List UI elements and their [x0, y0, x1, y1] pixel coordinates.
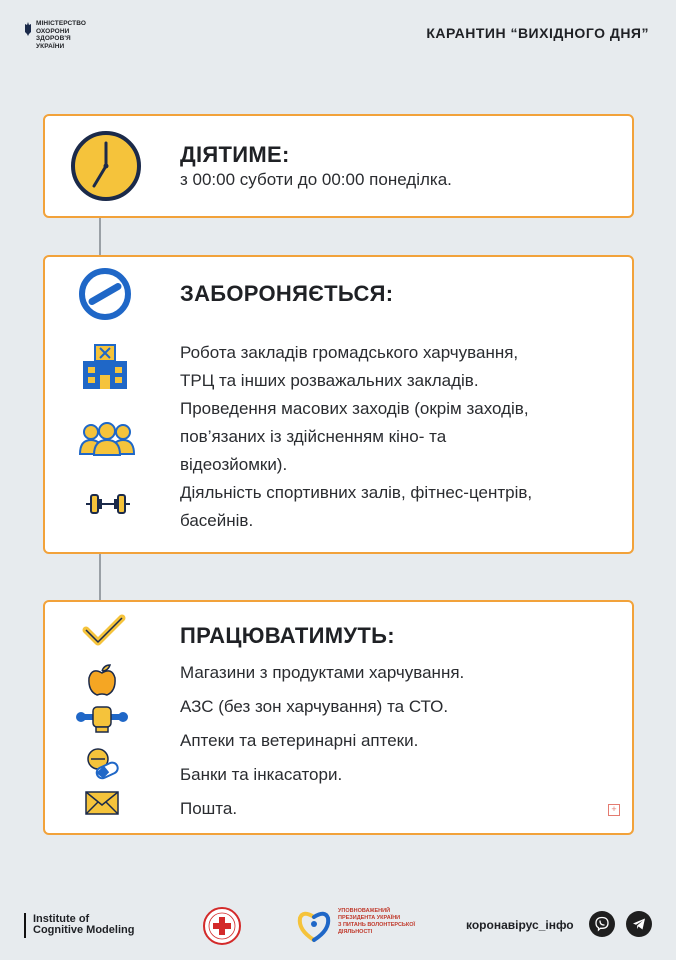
red-cross-logo: [202, 906, 242, 951]
hashtag-text[interactable]: коронавірус_інфо: [466, 918, 574, 932]
icm-logo: Institute of Cognitive Modeling: [33, 913, 135, 936]
card-heading: ДІЯТИМЕ:: [180, 142, 290, 167]
card-forbidden: [43, 255, 634, 554]
working-item: Магазини з продуктами харчування.: [180, 663, 465, 682]
card-heading: ЗАБОРОНЯЄТЬСЯ:: [180, 281, 394, 306]
apple-icon: [86, 663, 118, 697]
dumbbell-icon: [84, 490, 132, 518]
connector-line: [99, 218, 101, 255]
no-entry-icon: [78, 267, 132, 321]
commissioner-logo: [294, 906, 334, 949]
forbidden-line: ТРЦ та інших розважальних закладів.: [180, 371, 479, 390]
check-icon: [82, 614, 126, 648]
wrench-icon: [76, 703, 128, 733]
working-list: [180, 656, 464, 826]
envelope-icon: [84, 788, 120, 816]
people-icon: [79, 422, 135, 456]
card-heading: ПРАЦЮВАТИМУТЬ:: [180, 623, 395, 648]
working-item: Пошта.: [180, 799, 238, 818]
trident-icon: [24, 22, 32, 36]
connector-line: [99, 554, 101, 600]
restaurant-icon: [79, 343, 131, 391]
card-text: з 00:00 суботи до 00:00 понеділка.: [180, 170, 452, 189]
footer-divider: [24, 913, 26, 938]
working-item: АЗС (без зон харчування) та СТО.: [180, 697, 449, 716]
card-active-period: [43, 114, 634, 218]
working-item: Аптеки та ветеринарні аптеки.: [180, 731, 419, 750]
telegram-icon[interactable]: [626, 911, 652, 937]
clock-icon: [70, 130, 142, 202]
page-title: КАРАНТИН “ВИХІДНОГО ДНЯ”: [426, 25, 649, 41]
commissioner-text: УПОВНОВАЖЕНИЙ ПРЕЗИДЕНТА УКРАЇНИ З ПИТАНЬ ВОЛОНТЕРСЬКОЇ ДІЯЛЬНОСТІ: [338, 908, 416, 935]
plus-icon: +: [608, 804, 620, 816]
forbidden-list: [180, 339, 532, 535]
pills-icon: [86, 747, 120, 781]
ministry-name: МІНІСТЕРСТВО ОХОРОНИ ЗДОРОВ'Я УКРАЇНИ: [36, 20, 87, 50]
working-item: Банки та інкасатори.: [180, 765, 343, 784]
ministry-logo: [24, 20, 96, 50]
forbidden-line: Діяльність спортивних залів, фітнес-центрів,: [180, 483, 533, 502]
forbidden-line: Робота закладів громадського харчування,: [180, 343, 519, 362]
forbidden-line: відеозйомки).: [180, 455, 288, 474]
forbidden-line: басейнів.: [180, 511, 254, 530]
forbidden-line: Проведення масових заходів (окрім заходів,: [180, 399, 529, 418]
viber-icon[interactable]: [589, 911, 615, 937]
card-working: [43, 600, 634, 835]
forbidden-line: пов’язаних із здійсненням кіно- та: [180, 427, 447, 446]
